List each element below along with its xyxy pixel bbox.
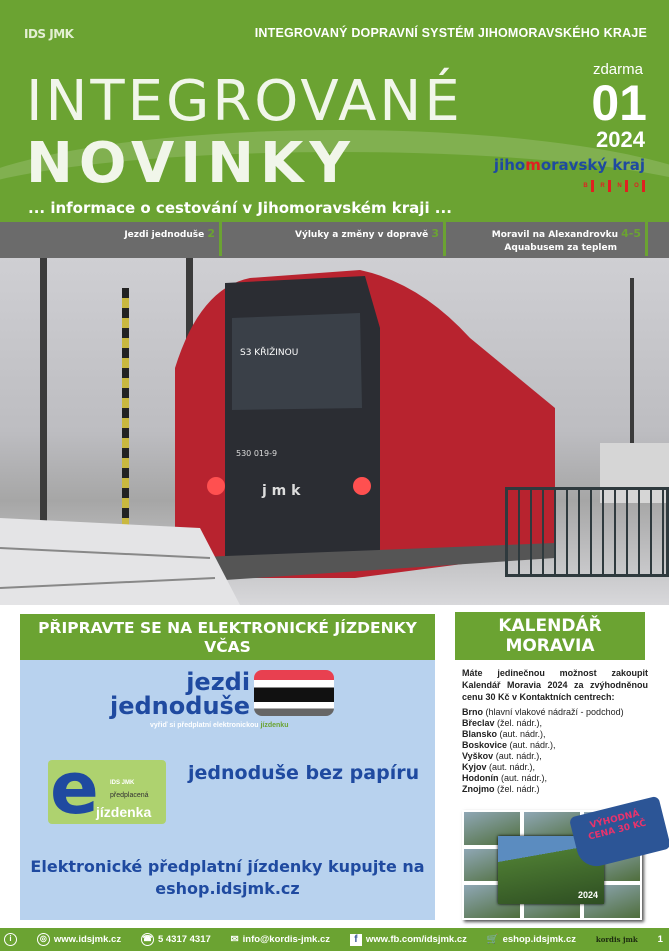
eshop-link-text[interactable]: Elektronické předplatní jízdenky kupujte na eshop.idsjmk.cz bbox=[30, 857, 425, 898]
issue-year: 2024 bbox=[596, 127, 645, 152]
kordis-logo: kordis jmk bbox=[595, 935, 638, 944]
location-city: Břeclav bbox=[462, 718, 495, 728]
location-place: (aut. nádr.), bbox=[497, 729, 546, 739]
contents-page: 3 bbox=[431, 227, 439, 240]
location-city: Boskovice bbox=[462, 740, 508, 750]
phone-icon: ☎ bbox=[141, 933, 154, 946]
contents-label: Jezdi jednoduše bbox=[124, 230, 205, 240]
location-city: Znojmo bbox=[462, 784, 495, 794]
location-place: (aut. nádr.), bbox=[498, 773, 548, 783]
title-line1: INTEGROVANÉ bbox=[26, 69, 463, 134]
footer-eshop[interactable] bbox=[487, 934, 576, 945]
facebook-icon: f bbox=[350, 934, 362, 946]
location-place: (aut. nádr.), bbox=[486, 762, 536, 772]
footer-facebook[interactable] bbox=[350, 934, 467, 946]
eticket-panel bbox=[20, 614, 435, 920]
eticket-logo bbox=[48, 746, 166, 830]
calendar-heading: KALENDÁŘ MORAVIA bbox=[455, 612, 645, 660]
jezdi-jednoduse-logo bbox=[110, 670, 250, 718]
e-letter-icon: e bbox=[50, 746, 99, 830]
location-place: (žel. nádr.) bbox=[494, 784, 540, 794]
phone-text: 5 4317 4317 bbox=[157, 934, 211, 945]
location-item bbox=[462, 751, 542, 762]
cover-photo-train bbox=[0, 258, 669, 605]
location-list bbox=[462, 707, 624, 795]
train-number: 530 019-9 bbox=[236, 449, 278, 458]
info-icon: i bbox=[4, 933, 17, 946]
contents-label: Aquabusem za teplem bbox=[504, 243, 617, 253]
location-item bbox=[462, 784, 540, 795]
train-logo: j m k bbox=[262, 483, 301, 499]
contents-bar bbox=[0, 222, 669, 258]
footer-phone[interactable] bbox=[141, 933, 211, 946]
location-item bbox=[462, 718, 542, 729]
location-item bbox=[462, 729, 546, 740]
globe-icon: ◎ bbox=[37, 933, 50, 946]
eticket-small: předplacená bbox=[110, 792, 149, 799]
calendar-year: 2024 bbox=[577, 890, 598, 900]
region-logo-m: m bbox=[525, 156, 541, 174]
jj-subtitle bbox=[150, 721, 288, 730]
location-place: (aut. nádr.), bbox=[507, 740, 556, 750]
contents-item[interactable] bbox=[446, 222, 648, 256]
location-item bbox=[462, 762, 535, 773]
ids-jmk-logo: IDS JMK bbox=[24, 27, 74, 41]
footer bbox=[0, 928, 669, 951]
issue-number: 01 bbox=[591, 75, 647, 131]
free-label: zdarma bbox=[592, 61, 643, 78]
eticket-heading: PŘIPRAVTE SE NA ELEKTRONICKÉ JÍZDENKY VČAS bbox=[20, 614, 435, 660]
eshop-link[interactable]: eshop.idsjmk.cz bbox=[502, 934, 576, 945]
location-city: Hodonín bbox=[462, 773, 499, 783]
contents-item[interactable] bbox=[0, 222, 222, 256]
region-logo-b: oravský kraj bbox=[540, 156, 645, 174]
tagline: ... informace o cestování v Jihomoravském kraji ... bbox=[28, 199, 452, 217]
brno-letter: B bbox=[580, 180, 594, 192]
brno-logo bbox=[580, 180, 645, 192]
contents-item[interactable] bbox=[222, 222, 446, 256]
eticket-ids-logo: IDS JMK bbox=[110, 780, 135, 786]
location-city: Blansko bbox=[462, 729, 498, 739]
jj-line1: jezdi bbox=[186, 668, 251, 696]
contents-label: Moravil na Alexandrovku bbox=[491, 230, 618, 240]
fence bbox=[505, 487, 669, 577]
location-item bbox=[462, 740, 556, 751]
location-city: Kyjov bbox=[462, 762, 487, 772]
email-link[interactable]: info@kordis-jmk.cz bbox=[242, 934, 331, 945]
price-tag: VÝHODNÁ CENA 30 KČ bbox=[569, 796, 669, 871]
jj-sub-b: elektronickou bbox=[213, 722, 261, 729]
facebook-link[interactable]: www.fb.com/idsjmk.cz bbox=[365, 934, 467, 945]
footer-email[interactable] bbox=[231, 934, 330, 945]
calendar-intro: Máte jedinečnou možnost zakoupit Kalendář Moravia 2024 za zvýhodněnou cenu 30 Kč v Kontaktních centrech: bbox=[462, 668, 648, 702]
train-display-text: S3 KŘIŽINOU bbox=[240, 348, 299, 358]
system-title: INTEGROVANÝ DOPRAVNÍ SYSTÉM JIHOMORAVSKÉHO KRAJE bbox=[254, 26, 647, 40]
web-link[interactable]: www.idsjmk.cz bbox=[53, 934, 122, 945]
brno-letter: N bbox=[614, 180, 628, 192]
contents-label: Výluky a změny v dopravě bbox=[295, 230, 429, 240]
brno-letter: R bbox=[597, 180, 611, 192]
location-item bbox=[462, 773, 547, 784]
slogan: jednoduše bez papíru bbox=[188, 762, 420, 784]
region-logo bbox=[494, 156, 645, 174]
title-line2: NOVINKY bbox=[26, 131, 356, 196]
contents-page: 2 bbox=[207, 227, 215, 240]
location-item bbox=[462, 707, 624, 718]
eticket-big: jízdenka bbox=[96, 804, 152, 820]
location-place: (hlavní vlakové nádraží - podchod) bbox=[483, 707, 624, 717]
card-icon bbox=[254, 670, 334, 716]
masthead bbox=[0, 0, 669, 222]
footer-web[interactable] bbox=[37, 933, 121, 946]
location-place: (aut. nádr.), bbox=[493, 751, 542, 761]
location-city: Vyškov bbox=[462, 751, 494, 761]
contents-page: 4-5 bbox=[621, 227, 641, 240]
region-logo-a: jiho bbox=[493, 156, 526, 174]
location-place: (žel. nádr.), bbox=[494, 718, 543, 728]
brno-letter: O bbox=[631, 180, 645, 192]
jj-sub-c: jízdenku bbox=[260, 722, 289, 729]
jj-sub-a: vyřiď si předplatní bbox=[150, 722, 213, 729]
location-city: Brno bbox=[462, 707, 483, 717]
page-number: 1 bbox=[657, 934, 663, 945]
cart-icon: 🛒 bbox=[486, 934, 499, 945]
jj-line2: jednoduše bbox=[110, 692, 251, 720]
mail-icon: ✉ bbox=[230, 934, 239, 945]
